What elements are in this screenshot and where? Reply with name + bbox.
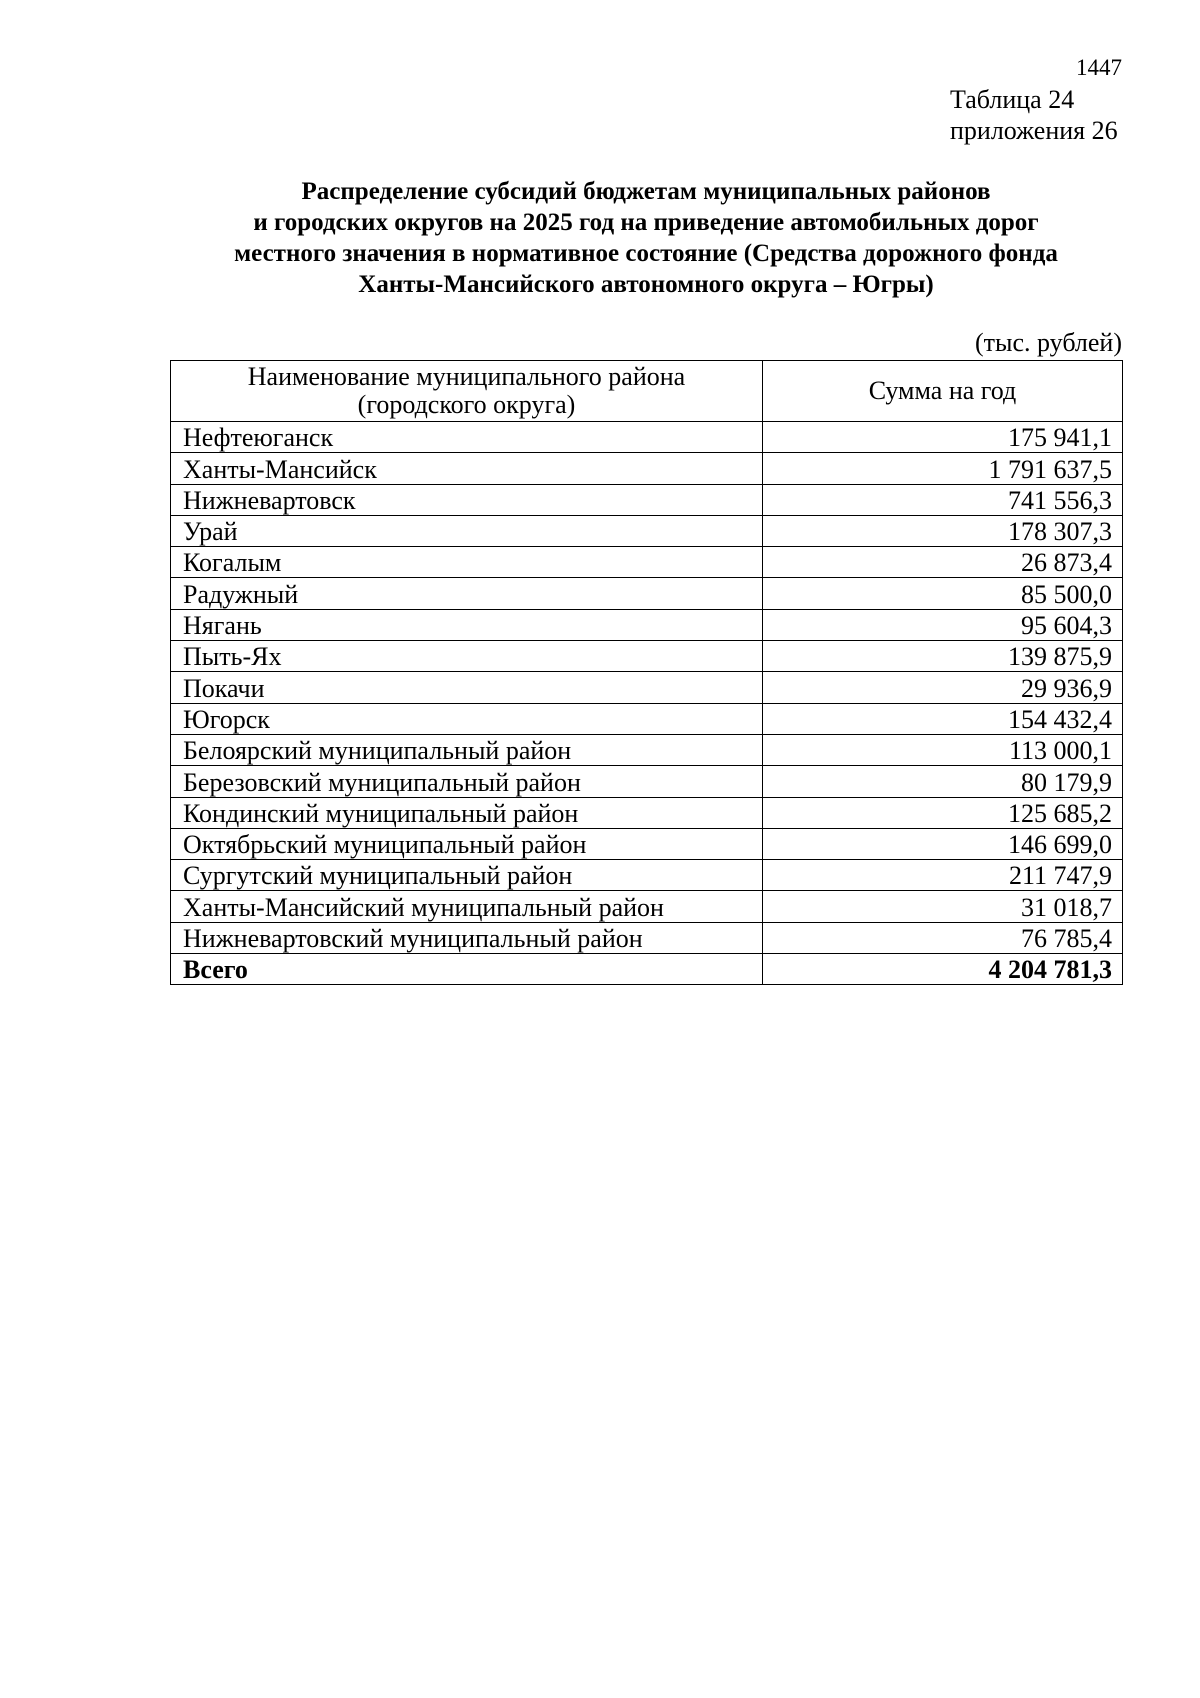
amount-cell: 125 685,2 (763, 797, 1123, 828)
amount-cell: 146 699,0 (763, 828, 1123, 859)
header-row (171, 361, 1123, 422)
document-title (170, 176, 1122, 300)
amount-cell: 154 432,4 (763, 703, 1123, 734)
header-municipality-line-1: Наименование муниципального района (247, 362, 686, 391)
title-line-3: местного значения в нормативное состояние (Средства дорожного фонда (234, 240, 1058, 267)
table-row (171, 453, 1123, 484)
total-amount-cell: 4 204 781,3 (763, 954, 1123, 985)
page-number: 1447 (1076, 55, 1122, 80)
header-amount: Сумма на год (763, 361, 1123, 422)
amount-cell: 139 875,9 (763, 641, 1123, 672)
amount-cell: 85 500,0 (763, 578, 1123, 609)
table-row (171, 609, 1123, 640)
table-row (171, 641, 1123, 672)
title-line-2: и городских округов на 2025 год на приведение автомобильных дорог (253, 209, 1039, 236)
table-body (171, 422, 1123, 985)
table-row (171, 860, 1123, 891)
municipality-name-cell: Пыть-Ях (171, 641, 763, 672)
title-line-1: Распределение субсидий бюджетам муниципальных районов (301, 178, 991, 205)
table-row (171, 828, 1123, 859)
amount-cell: 178 307,3 (763, 515, 1123, 546)
municipality-name-cell: Нягань (171, 609, 763, 640)
municipality-name-cell: Октябрьский муниципальный район (171, 828, 763, 859)
municipality-name-cell: Ханты-Мансийский муниципальный район (171, 891, 763, 922)
table-row (171, 766, 1123, 797)
amount-cell: 1 791 637,5 (763, 453, 1123, 484)
table-row (171, 703, 1123, 734)
amount-cell: 80 179,9 (763, 766, 1123, 797)
table-row (171, 547, 1123, 578)
table-reference-line-2: приложения 26 (950, 116, 1118, 145)
units-label: (тыс. рублей) (974, 328, 1122, 357)
municipality-name-cell: Покачи (171, 672, 763, 703)
municipality-name-cell: Нижневартовский муниципальный район (171, 922, 763, 953)
amount-cell: 26 873,4 (763, 547, 1123, 578)
table-header (171, 361, 1123, 422)
table-row (171, 578, 1123, 609)
table-reference-line-1: Таблица 24 (950, 85, 1075, 114)
municipality-name-cell: Югорск (171, 703, 763, 734)
amount-cell: 113 000,1 (763, 734, 1123, 765)
title-line-4: Ханты-Мансийского автономного округа – Югры) (358, 271, 934, 298)
amount-cell: 29 936,9 (763, 672, 1123, 703)
amount-cell: 31 018,7 (763, 891, 1123, 922)
municipality-name-cell: Урай (171, 515, 763, 546)
municipality-name-cell: Белоярский муниципальный район (171, 734, 763, 765)
municipality-name-cell: Нефтеюганск (171, 422, 763, 453)
total-row (171, 954, 1123, 985)
header-municipality-line-2: (городского округа) (357, 390, 576, 419)
table-row (171, 734, 1123, 765)
total-label-cell: Всего (171, 954, 763, 985)
table-row (171, 422, 1123, 453)
municipality-name-cell: Кондинский муниципальный район (171, 797, 763, 828)
municipality-name-cell: Сургутский муниципальный район (171, 860, 763, 891)
table-reference (950, 84, 1118, 146)
amount-cell: 76 785,4 (763, 922, 1123, 953)
amount-cell: 95 604,3 (763, 609, 1123, 640)
municipality-name-cell: Ханты-Мансийск (171, 453, 763, 484)
municipality-name-cell: Березовский муниципальный район (171, 766, 763, 797)
table-row (171, 515, 1123, 546)
table-row (171, 484, 1123, 515)
table-row (171, 922, 1123, 953)
table-row (171, 891, 1123, 922)
municipality-name-cell: Когалым (171, 547, 763, 578)
table-row (171, 672, 1123, 703)
municipality-name-cell: Радужный (171, 578, 763, 609)
amount-cell: 211 747,9 (763, 860, 1123, 891)
subsidy-table (170, 360, 1123, 985)
table-row (171, 797, 1123, 828)
amount-cell: 741 556,3 (763, 484, 1123, 515)
amount-cell: 175 941,1 (763, 422, 1123, 453)
header-municipality (171, 361, 763, 422)
municipality-name-cell: Нижневартовск (171, 484, 763, 515)
